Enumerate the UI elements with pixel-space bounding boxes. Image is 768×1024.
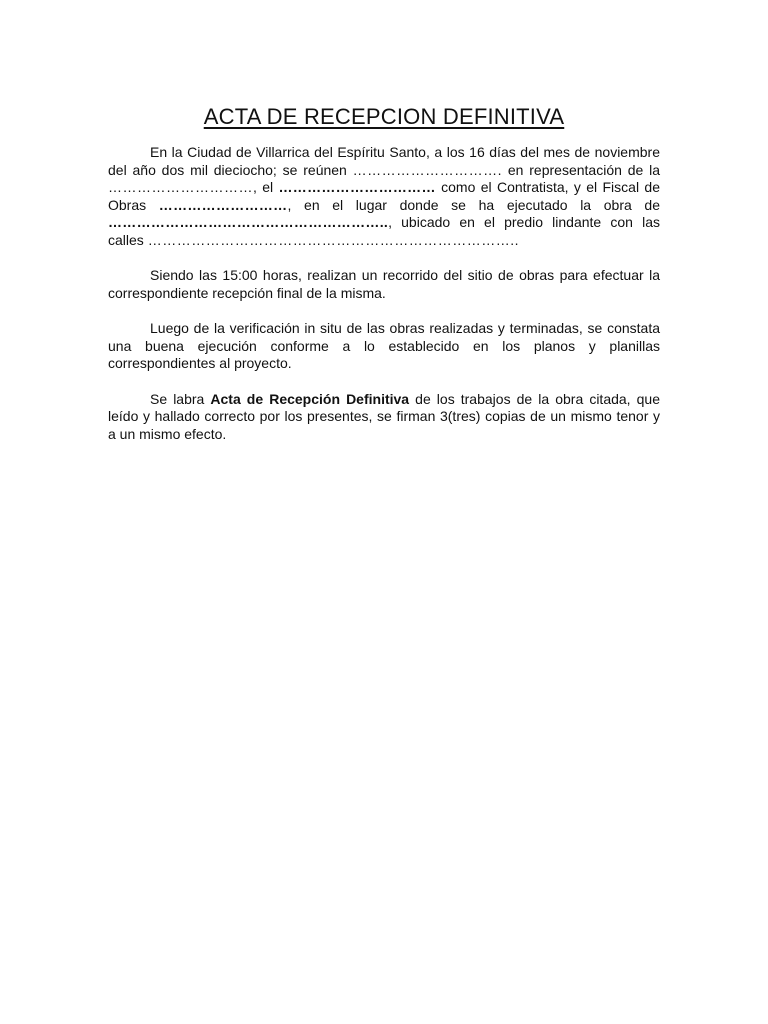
- document-page: [108, 104, 660, 461]
- blank-streets: …………………………………………………………………..: [147, 231, 519, 248]
- p4-text-2: de los trabajos de la obra citada, que leído y hallado correcto por los presentes, se firman 3(tres) copias de un mismo tenor y a un mismo efecto.: [108, 390, 660, 442]
- paragraph-1: [108, 144, 660, 249]
- blank-group: ………………………….: [352, 161, 503, 178]
- p1-text-3: , el: [253, 179, 279, 195]
- p1-text-6: , ubicado en el predio lindante con las calles: [108, 214, 660, 248]
- p1-text-4: como el Contratista, y el Fiscal de Obras: [108, 179, 660, 213]
- blank-fiscal: ………………………: [158, 196, 288, 213]
- blank-representation: …………………………: [108, 179, 253, 195]
- p1-text-5: , en el lugar donde se ha ejecutado la obra de: [287, 196, 660, 213]
- p1-text-1: En la Ciudad de Villarrica del Espíritu Santo, a los 16 días del mes de noviembre del año dos mil dieciocho; se reúnen: [108, 144, 660, 178]
- paragraph-2: Siendo las 15:00 horas, realizan un recorrido del sitio de obras para efectuar la correspondiente recepción final de la misma.: [108, 267, 660, 301]
- blank-work: …………………………………………………..: [108, 214, 389, 230]
- p4-bold-text: Acta de Recepción Definitiva: [210, 390, 410, 407]
- p4-text-1: Se labra: [150, 390, 211, 407]
- paragraph-3: Luego de la verificación in situ de las obras realizadas y terminadas, se constata una buena ejecución conforme a lo establecido en los planos y planillas correspondientes al proyecto.: [108, 320, 660, 371]
- blank-contractor: ……………………………: [278, 179, 436, 195]
- paragraph-4: [108, 391, 660, 444]
- document-title: ACTA DE RECEPCION DEFINITIVA: [203, 104, 565, 129]
- p1-text-2: en representación de la: [502, 161, 660, 178]
